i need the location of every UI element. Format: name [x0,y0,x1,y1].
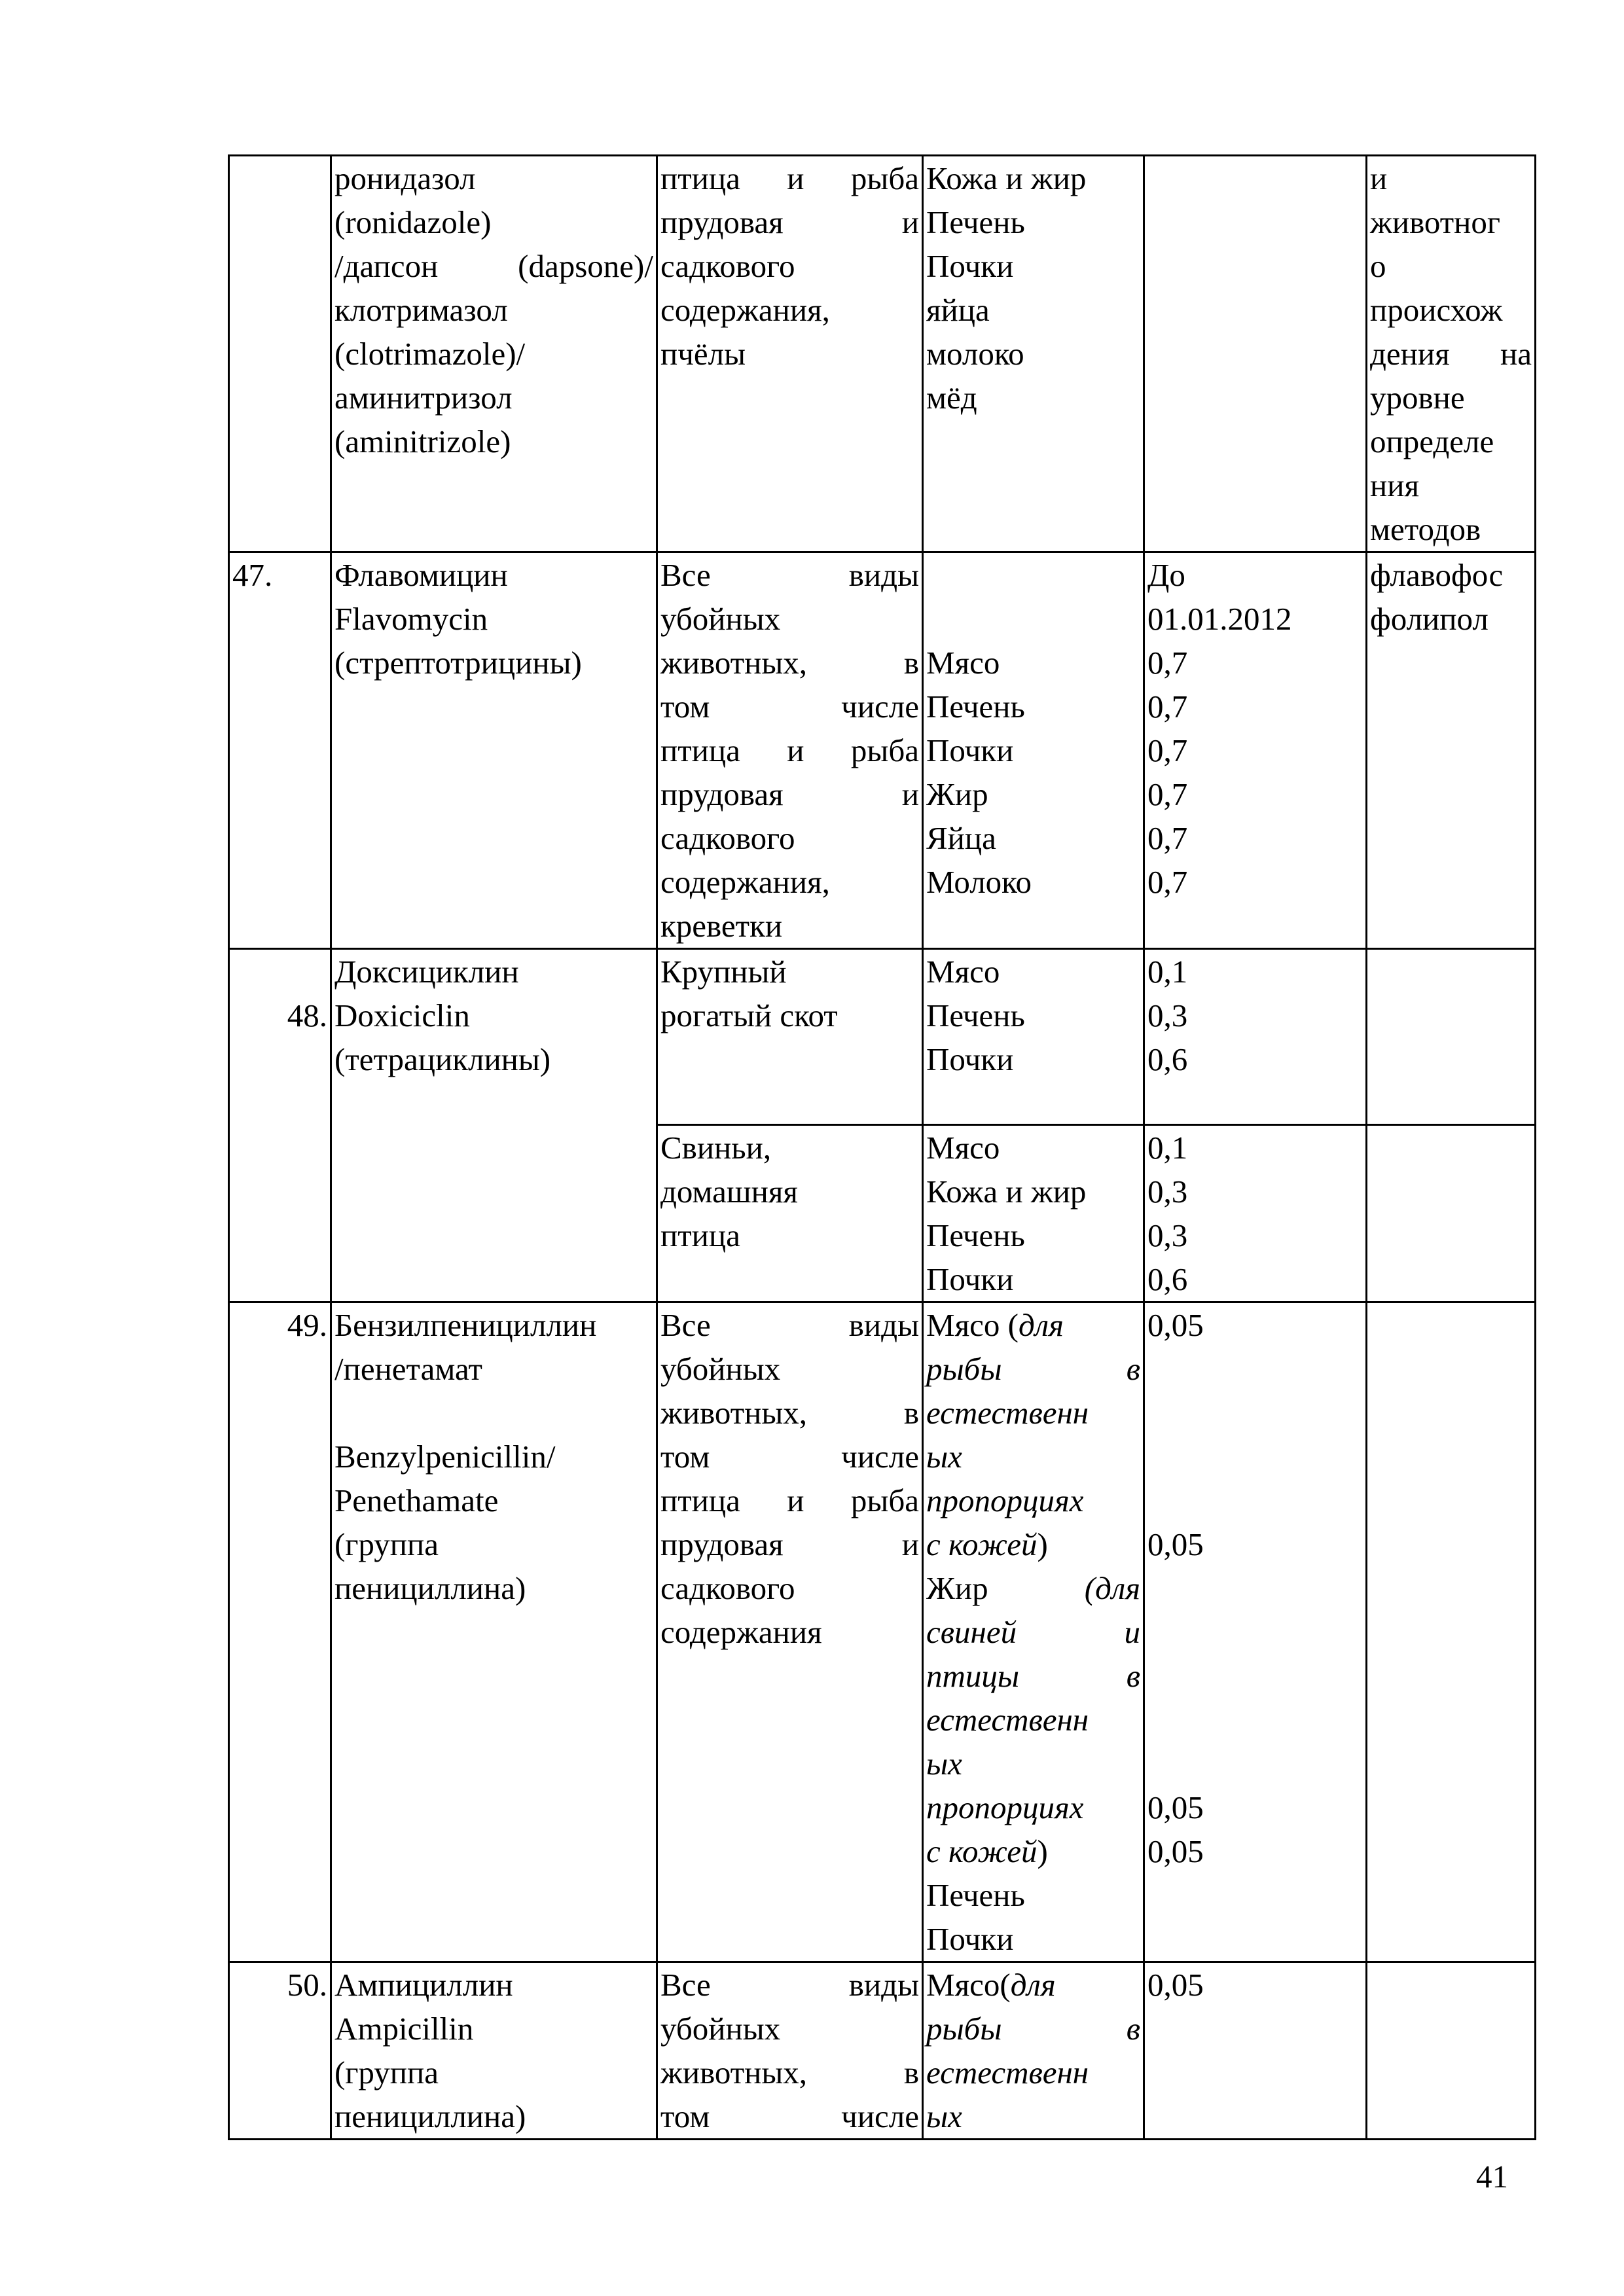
substance-cell [331,552,657,949]
row-number: 48. [229,949,331,1302]
cell-word: птица [660,732,740,768]
normal-text: ) [1037,1526,1048,1562]
cell-line: садкового [660,248,795,284]
cell-word: и [901,1526,919,1562]
values-cell [1144,1125,1367,1302]
tissues-cell [923,1125,1144,1302]
cell-line: 0,3 [1147,1217,1188,1253]
row-number: 49. [229,1302,331,1962]
cell-line: Яйца [926,820,996,856]
cell-line [1370,332,1532,376]
cell-word: животных, [660,2054,808,2090]
italic-text: в [1126,1351,1140,1387]
cell-line: Доксициклин [334,954,519,990]
cell-line: 0,1 [1147,954,1188,990]
cell-line: 0,3 [1147,1174,1188,1210]
cell-word: рыба [850,160,919,196]
italic-text: рыбы [926,2011,1002,2047]
cell-line: яйца [926,292,990,328]
cell-word: том [660,689,710,725]
cell-line: Жир [926,776,988,812]
cell-line [660,1522,919,1566]
cell-line: Doxiciclin [334,997,470,1033]
italic-text: свиней [926,1614,1017,1650]
tissues-cell [923,1962,1144,2140]
cell-word: животных, [660,645,808,681]
italic-text: естественн [926,1702,1089,1738]
cell-line: 0,7 [1147,689,1188,725]
cell-line: Печень [926,997,1025,1033]
cell-word: животных, [660,1395,808,1431]
cell-line [926,1829,1140,1873]
page-number: 41 [1476,2159,1508,2195]
cell-line: Penethamate [334,1482,499,1518]
cell-line: Benzylpenicillin/ [334,1439,556,1475]
cell-line [926,553,1140,597]
animals-cell [657,1125,923,1302]
cell-word: и [787,1482,804,1518]
notes-cell [1367,1962,1536,2140]
cell-line: Кожа и жир [926,160,1087,196]
cell-word: Все [660,1967,711,2003]
cell-line [926,1654,1140,1698]
tissues-cell [923,949,1144,1125]
cell-word: виды [848,1967,919,2003]
cell-word: прудовая [660,1526,784,1562]
cell-word: рыба [850,1482,919,1518]
cell-line [660,1435,919,1479]
cell-line: 0,05 [1147,1789,1204,1825]
cell-line: аминитризол [334,380,513,416]
cell-line: содержания, [660,864,830,900]
cell-word: том [660,2098,710,2134]
notes-cell [1367,156,1536,552]
cell-word: виды [848,557,919,593]
notes-cell [1367,552,1536,949]
values-cell [1144,1962,1367,2140]
tissues-cell [923,1302,1144,1962]
cell-line [926,1347,1140,1391]
cell-word: дения [1370,336,1450,372]
table-row [229,949,1536,1125]
cell-line: Почки [926,1261,1014,1297]
cell-line: содержания, [660,292,830,328]
cell-line [660,772,919,816]
cell-line [926,2051,1140,2094]
italic-text: рыбы [926,1351,1002,1387]
italic-text: естественн [926,2054,1089,2090]
cell-line [926,2094,1140,2138]
cell-line: содержания [660,1614,822,1650]
cell-line [1147,1566,1363,1610]
cell-line: Бензилпенициллин [334,1307,597,1343]
cell-word: виды [848,1307,919,1343]
cell-line [1147,1917,1363,1961]
cell-line: 0,1 [1147,1130,1188,1166]
normal-text: Мясо ( [926,1307,1019,1343]
notes-cell [1367,949,1536,1125]
cell-line: 0,7 [1147,776,1188,812]
cell-line [926,1785,1140,1829]
cell-line [926,1391,1140,1435]
cell-line: креветки [660,908,783,944]
values-cell [1144,552,1367,949]
cell-line: Крупный [660,954,787,990]
values-cell [1144,949,1367,1125]
cell-line: Кожа и жир [926,1174,1087,1210]
cell-line: мёд [926,380,977,416]
cell-word: и [901,776,919,812]
residue-limits-table [228,154,1536,2140]
italic-text: для [1010,1967,1056,2003]
cell-word: птица [660,160,740,196]
cell-line: (стрептотрицины) [334,645,582,681]
cell-line [660,1479,919,1522]
italic-text: ых [926,1439,962,1475]
cell-line: Ампициллин [334,1967,513,2003]
cell-line: животног [1370,204,1500,240]
cell-line [660,2051,919,2094]
cell-line: (группа [334,1526,439,1562]
cell-line: о [1370,248,1386,284]
animals-cell [657,1302,923,1962]
cell-line: (aminitrizole) [334,423,511,459]
cell-line [1147,1654,1363,1698]
substance-cell [331,1302,657,1962]
cell-word: и [787,732,804,768]
cell-line [660,553,919,597]
cell-line: 0,05 [1147,1526,1204,1562]
table-row [229,1302,1536,1962]
cell-line: и [1370,160,1388,196]
cell-line [660,1303,919,1347]
cell-line: (clotrimazole)/ [334,336,526,372]
cell-line: 0,05 [1147,1307,1204,1343]
cell-line: 0,7 [1147,820,1188,856]
cell-word: числе [841,1439,919,1475]
italic-text: для [1018,1307,1064,1343]
cell-line: 0,7 [1147,645,1188,681]
cell-line: пенициллина) [334,2098,526,2134]
cell-line [926,1610,1140,1654]
cell-line: фолипол [1370,601,1489,637]
cell-line: убойных [660,601,781,637]
italic-text: с кожей [926,1833,1038,1869]
cell-line [926,2007,1140,2051]
cell-line [1147,1347,1363,1391]
cell-word: и [787,160,804,196]
tissues-cell [923,156,1144,552]
italic-text: ых [926,2098,962,2134]
cell-line [334,244,653,288]
cell-line: Почки [926,732,1014,768]
values-cell [1144,156,1367,552]
italic-text: в [1126,1658,1140,1694]
cell-line: 01.01.2012 [1147,601,1292,637]
cell-line: (группа [334,2054,439,2090]
table-row [229,1962,1536,2140]
cell-word: в [903,645,919,681]
cell-word: в [903,1395,919,1431]
cell-line [1147,1479,1363,1522]
cell-line [926,1742,1140,1785]
row-number [229,156,331,552]
normal-text: Жир [926,1570,988,1606]
cell-word: в [903,2054,919,2090]
italic-text: и [1124,1614,1140,1650]
italic-text: ых [926,1746,962,1782]
cell-line [926,597,1140,641]
cell-line: Мясо [926,1130,1000,1166]
cell-line: 0,6 [1147,1041,1188,1077]
cell-line [926,1698,1140,1742]
cell-line: методов [1370,511,1481,547]
cell-line: Flavomycin [334,601,488,637]
cell-line: ния [1370,467,1419,503]
normal-text: Мясо( [926,1967,1011,2003]
cell-line: происхож [1370,292,1503,328]
row-number: 50. [229,1962,331,2140]
cell-line: молоко [926,336,1024,372]
table-row [229,552,1536,949]
cell-line: садкового [660,820,795,856]
cell-word: (dapsone)/ [518,248,653,284]
cell-line: уровне [1370,380,1465,416]
cell-line: Ampicillin [334,2011,474,2047]
cell-word: на [1500,336,1532,372]
cell-line: Почки [926,248,1014,284]
cell-line: Печень [926,689,1025,725]
cell-word: прудовая [660,776,784,812]
cell-line [926,1479,1140,1522]
cell-line [660,1963,919,2007]
tissues-cell [923,552,1144,949]
italic-text: в [1126,2011,1140,2047]
cell-word: прудовая [660,204,784,240]
cell-line [660,1391,919,1435]
table-row [229,156,1536,552]
italic-text: пропорциях [926,1482,1084,1518]
cell-line: клотримазол [334,292,508,328]
cell-line [660,685,919,728]
cell-word: том [660,1439,710,1475]
cell-line: птица [660,1217,740,1253]
cell-line: 0,6 [1147,1261,1188,1297]
cell-line [926,1873,1140,1917]
cell-line: Мясо [926,954,1000,990]
normal-text: ) [1037,1833,1048,1869]
cell-line: Молоко [926,864,1032,900]
cell-line: 0,7 [1147,864,1188,900]
cell-line: 0,3 [1147,997,1188,1033]
cell-line: (тетрациклины) [334,1041,551,1077]
cell-line [1147,1610,1363,1654]
italic-text: птицы [926,1658,1020,1694]
cell-line: Печень [926,1217,1025,1253]
cell-line: Печень [926,204,1025,240]
animals-cell [657,156,923,552]
cell-line: садкового [660,1570,795,1606]
cell-line: определе [1370,423,1494,459]
cell-line [926,1917,1140,1961]
italic-text: (для [1084,1570,1140,1606]
normal-text: Почки [926,1921,1014,1957]
cell-word: Все [660,1307,711,1343]
cell-line: Флавомицин [334,557,508,593]
cell-line: флавофос [1370,557,1504,593]
notes-cell [1367,1302,1536,1962]
animals-cell [657,1962,923,2140]
cell-line: 0,05 [1147,1967,1204,2003]
cell-line [1147,1391,1363,1435]
cell-line [926,1522,1140,1566]
cell-line: убойных [660,2011,781,2047]
cell-line: /пенетамат [334,1351,482,1387]
substance-cell [331,949,657,1302]
cell-line [1147,1435,1363,1479]
cell-line [1147,1742,1363,1785]
cell-word: числе [841,689,919,725]
cell-line [334,1391,653,1435]
notes-cell [1367,1125,1536,1302]
cell-line: Почки [926,1041,1014,1077]
cell-word: и [901,204,919,240]
cell-line [1147,1698,1363,1742]
italic-text: с кожей [926,1526,1038,1562]
italic-text: пропорциях [926,1789,1084,1825]
cell-word: /дапсон [334,248,439,284]
cell-line: ронидазол [334,160,476,196]
row-number: 47. [229,552,331,949]
cell-line [660,641,919,685]
cell-line: пчёлы [660,336,746,372]
cell-word: Все [660,557,711,593]
cell-line [926,1435,1140,1479]
cell-line: До [1147,557,1185,593]
cell-line: убойных [660,1351,781,1387]
values-cell [1144,1302,1367,1962]
cell-line [660,2094,919,2138]
cell-line: Свиньи, [660,1130,772,1166]
cell-line [1147,1873,1363,1917]
cell-line: рогатый скот [660,997,838,1033]
cell-line: домашняя [660,1174,798,1210]
cell-line: пенициллина) [334,1570,526,1606]
cell-line [926,1566,1140,1610]
cell-line: 0,05 [1147,1833,1204,1869]
italic-text: естественн [926,1395,1089,1431]
cell-line: 0,7 [1147,732,1188,768]
animals-cell [657,949,923,1125]
substance-cell [331,156,657,552]
normal-text: Печень [926,1877,1025,1913]
cell-line: Мясо [926,645,1000,681]
cell-line [660,156,919,200]
cell-word: рыба [850,732,919,768]
cell-word: птица [660,1482,740,1518]
cell-line [926,1963,1140,2007]
cell-line: (ronidazole) [334,204,492,240]
cell-line [660,200,919,244]
cell-line [926,1303,1140,1347]
substance-cell [331,1962,657,2140]
animals-cell [657,552,923,949]
cell-word: числе [841,2098,919,2134]
cell-line [660,728,919,772]
